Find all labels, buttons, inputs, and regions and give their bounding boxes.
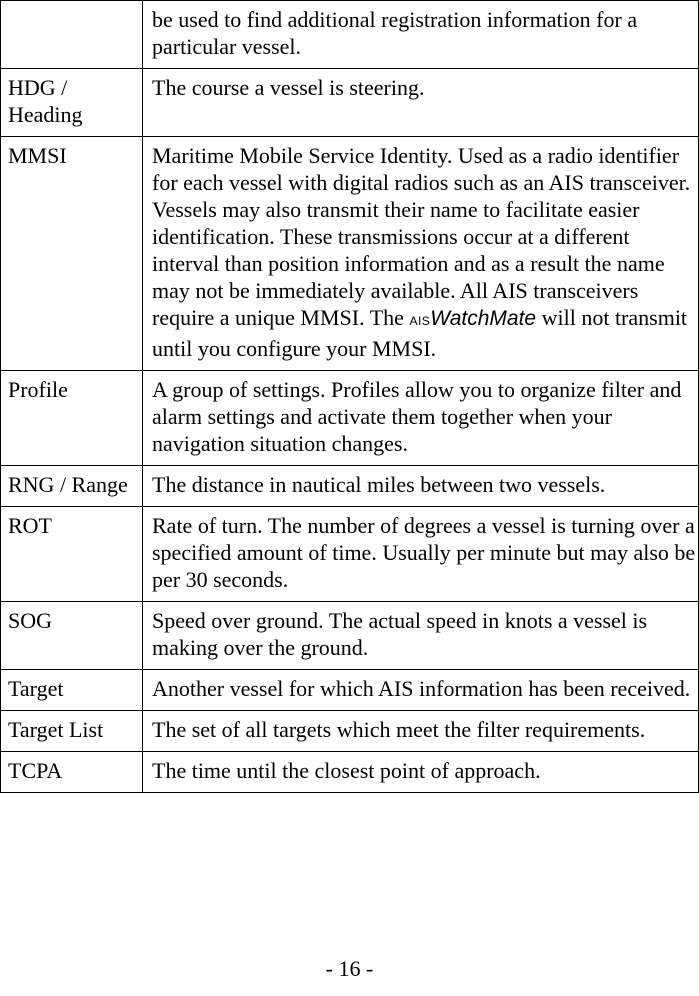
table-row [1,711,699,752]
term-cell: HDG / Heading [1,69,143,137]
term-cell: ROT [1,507,143,602]
table-row [1,752,699,793]
term-cell: RNG / Range [1,466,143,507]
term-cell: TCPA [1,752,143,793]
table-row [1,670,699,711]
term-cell: MMSI [1,137,143,371]
term-cell: Target [1,670,143,711]
definition-cell: be used to find additional registration information for a particular vessel. [143,1,699,69]
brand-prefix: AIS [409,314,431,328]
table-row [1,137,699,371]
definition-cell: Speed over ground. The actual speed in knots a vessel is making over the ground. [143,602,699,670]
definition-cell [143,137,699,371]
table-row [1,1,699,69]
term-cell: SOG [1,602,143,670]
table-row [1,466,699,507]
brand-name: WatchMate [430,307,537,330]
term-cell: Profile [1,371,143,466]
definition-text: Maritime Mobile Service Identity. Used as a radio identifier for each vessel with digital radios such as an AIS transceiver. Vessels may also transmit their name to facilitate easier identification. These transmissions occur at a different interval than position information and as a result the name may not be immediately available. All AIS transceivers require a unique MMSI. The [152,143,691,330]
definition-cell: Rate of turn. The number of degrees a vessel is turning over a specified amount of time. Usually per minute but may also be per 30 seconds. [143,507,699,602]
definition-cell: The set of all targets which meet the filter requirements. [143,711,699,752]
definition-cell: A group of settings. Profiles allow you to organize filter and alarm settings and activate them together when your navigation situation changes. [143,371,699,466]
definition-text: will not transmit until you configure your MMSI. [152,305,688,361]
table-row [1,371,699,466]
page-number: - 16 - [325,956,374,981]
definition-cell: The course a vessel is steering. [143,69,699,137]
table-row [1,507,699,602]
term-cell [1,1,143,69]
table-row [1,69,699,137]
table-row [1,602,699,670]
term-cell: Target List [1,711,143,752]
definition-cell: Another vessel for which AIS information has been received. [143,670,699,711]
definition-cell: The distance in nautical miles between two vessels. [143,466,699,507]
definition-cell: The time until the closest point of approach. [143,752,699,793]
